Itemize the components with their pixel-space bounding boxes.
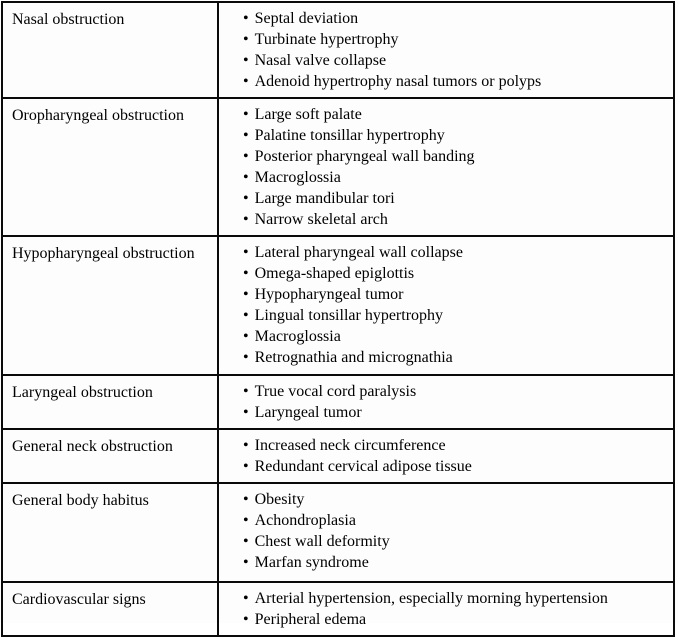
findings-cell xyxy=(218,2,674,98)
bullet-item xyxy=(243,167,667,188)
finding-text: Peripheral edema xyxy=(254,611,367,628)
bullet-icon: • xyxy=(243,404,249,421)
bullet-icon: • xyxy=(243,73,249,90)
bullet-icon: • xyxy=(243,190,249,207)
bullet-icon: • xyxy=(243,169,249,186)
bullet-item xyxy=(243,263,667,284)
bullet-item xyxy=(243,326,667,347)
bullet-item xyxy=(243,242,667,263)
bullet-icon: • xyxy=(243,437,249,454)
bullet-icon: • xyxy=(243,590,249,607)
table-row xyxy=(2,98,674,236)
finding-text: Arterial hypertension, especially morning hypertension xyxy=(254,590,608,607)
finding-text: Narrow skeletal arch xyxy=(254,211,388,228)
bullet-icon: • xyxy=(243,383,249,400)
bullet-icon: • xyxy=(243,458,249,475)
category-cell: Oropharyngeal obstruction xyxy=(2,98,218,236)
bullet-icon: • xyxy=(243,611,249,628)
findings-cell xyxy=(218,483,674,582)
category-cell: Laryngeal obstruction xyxy=(2,375,218,429)
finding-text: Large mandibular tori xyxy=(254,190,395,207)
bullet-icon: • xyxy=(243,307,249,324)
finding-text: Omega-shaped epiglottis xyxy=(254,265,415,282)
findings-cell xyxy=(218,98,674,236)
bullet-icon: • xyxy=(243,512,249,529)
obstruction-findings-table xyxy=(1,1,675,637)
bullet-item xyxy=(243,71,667,92)
finding-text: Retrognathia and micrognathia xyxy=(254,349,453,366)
category-cell: Cardiovascular signs xyxy=(2,582,218,636)
bullet-item xyxy=(243,510,667,531)
bullet-item xyxy=(243,8,667,29)
bullet-item xyxy=(243,609,667,630)
bullet-icon: • xyxy=(243,265,249,282)
bullet-item xyxy=(243,125,667,146)
finding-text: Palatine tonsillar hypertrophy xyxy=(254,127,445,144)
document-page xyxy=(0,1,678,628)
finding-text: Redundant cervical adipose tissue xyxy=(254,458,472,475)
finding-text: True vocal cord paralysis xyxy=(254,383,417,400)
finding-text: Marfan syndrome xyxy=(254,554,369,571)
finding-text: Laryngeal tumor xyxy=(254,404,362,421)
bullet-item xyxy=(243,284,667,305)
table-row xyxy=(2,375,674,429)
finding-text: Increased neck circumference xyxy=(254,437,446,454)
table-row xyxy=(2,2,674,98)
table-body xyxy=(2,2,674,636)
bullet-item xyxy=(243,402,667,423)
finding-text: Turbinate hypertrophy xyxy=(254,31,399,48)
bullet-item xyxy=(243,456,667,477)
bullet-icon: • xyxy=(243,127,249,144)
finding-text: Achondroplasia xyxy=(254,512,356,529)
table-row xyxy=(2,429,674,483)
bullet-icon: • xyxy=(243,533,249,550)
bullet-icon: • xyxy=(243,349,249,366)
bullet-item xyxy=(243,531,667,552)
table-row xyxy=(2,582,674,636)
bullet-item xyxy=(243,305,667,326)
findings-cell xyxy=(218,236,674,375)
bullet-icon: • xyxy=(243,106,249,123)
finding-text: Nasal valve collapse xyxy=(254,52,387,69)
finding-text: Hypopharyngeal tumor xyxy=(254,286,404,303)
finding-text: Posterior pharyngeal wall banding xyxy=(254,148,475,165)
bullet-icon: • xyxy=(243,52,249,69)
finding-text: Macroglossia xyxy=(254,328,341,345)
finding-text: Septal deviation xyxy=(254,10,359,27)
category-cell: General body habitus xyxy=(2,483,218,582)
finding-text: Lateral pharyngeal wall collapse xyxy=(254,244,463,261)
bullet-item xyxy=(243,489,667,510)
bullet-item xyxy=(243,209,667,230)
finding-text: Adenoid hypertrophy nasal tumors or polyps xyxy=(254,73,542,90)
bullet-item xyxy=(243,588,667,609)
bullet-item xyxy=(243,146,667,167)
bullet-item xyxy=(243,552,667,573)
table-row xyxy=(2,483,674,582)
bullet-icon: • xyxy=(243,10,249,27)
bullet-item xyxy=(243,347,667,368)
bullet-icon: • xyxy=(243,148,249,165)
bullet-item xyxy=(243,381,667,402)
bullet-icon: • xyxy=(243,211,249,228)
bullet-item xyxy=(243,29,667,50)
finding-text: Obesity xyxy=(254,491,305,508)
findings-cell xyxy=(218,429,674,483)
finding-text: Large soft palate xyxy=(254,106,362,123)
category-cell: Hypopharyngeal obstruction xyxy=(2,236,218,375)
category-cell: Nasal obstruction xyxy=(2,2,218,98)
table-row xyxy=(2,236,674,375)
findings-cell xyxy=(218,582,674,636)
finding-text: Lingual tonsillar hypertrophy xyxy=(254,307,444,324)
bullet-icon: • xyxy=(243,244,249,261)
bullet-item xyxy=(243,104,667,125)
bullet-icon: • xyxy=(243,554,249,571)
bullet-icon: • xyxy=(243,286,249,303)
bullet-item xyxy=(243,50,667,71)
bullet-item xyxy=(243,188,667,209)
bullet-item xyxy=(243,435,667,456)
category-cell: General neck obstruction xyxy=(2,429,218,483)
findings-cell xyxy=(218,375,674,429)
bullet-icon: • xyxy=(243,31,249,48)
bullet-icon: • xyxy=(243,491,249,508)
finding-text: Macroglossia xyxy=(254,169,341,186)
finding-text: Chest wall deformity xyxy=(254,533,390,550)
bullet-icon: • xyxy=(243,328,249,345)
